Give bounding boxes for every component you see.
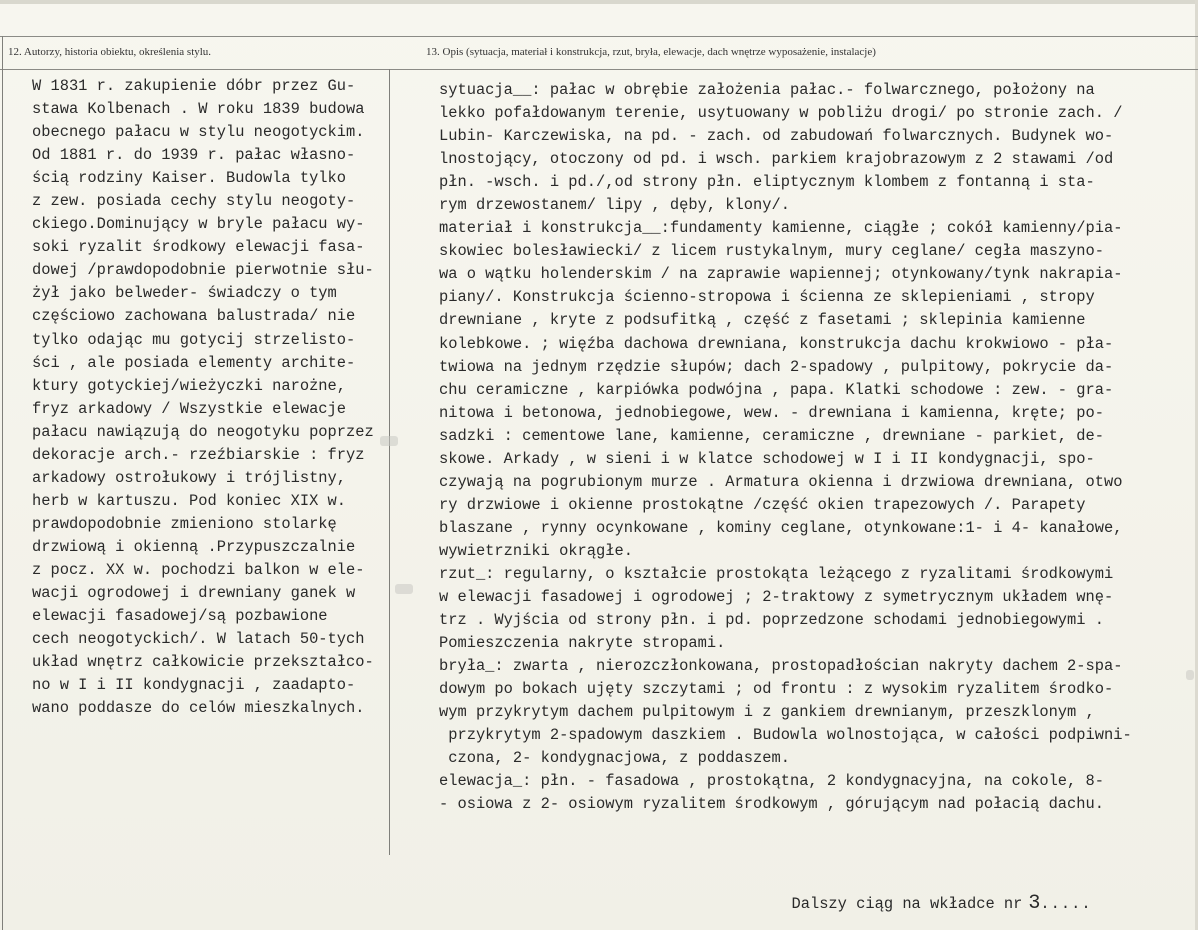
description-text-line: drewniane , kryte z podsufitką , część z fasetami ; sklepinia kamienne xyxy=(439,311,1086,330)
description-text-line: twiowa na jednym rzędzie słupów; dach 2-spadowy , pulpitowy, pokrycie da- xyxy=(439,357,1114,376)
continuation-text: Dalszy ciąg na wkładce nr xyxy=(791,895,1023,913)
history-text-line: fryz arkadowy / Wszystkie elewacje xyxy=(32,399,347,418)
history-text-line: no w I i II kondygnacji , zaadapto- xyxy=(32,676,356,695)
description-text-line: dowym po bokach ujęty szczytami ; od frontu : z wysokim ryzalitem środko- xyxy=(439,680,1114,699)
description-text-line: skowe. Arkady , w sieni i w klatce schodowej w I i II kondygnacji, spo- xyxy=(439,449,1095,468)
header-authors-history: 12. Autorzy, historia obiektu, określenia stylu. xyxy=(8,46,212,58)
description-text-line: Pomieszczenia nakryte stropami. xyxy=(439,634,726,653)
history-text-line: elewacji fasadowej/są pozbawione xyxy=(32,607,328,626)
history-text-line: ckiego.Dominujący w bryle pałacu wy- xyxy=(32,215,365,234)
description-text-line: czona, 2- kondygnacjowa, z poddaszem. xyxy=(439,749,790,768)
left-margin-rule xyxy=(2,36,3,930)
history-text-line: herb w kartuszu. Pod koniec XIX w. xyxy=(32,491,347,510)
history-text-line: Od 1881 r. do 1939 r. pałac własno- xyxy=(32,146,356,165)
history-text-line: tylko odając mu gotycij strzelisto- xyxy=(32,330,356,349)
description-text-line: piany/. Konstrukcja ścienno-stropowa i ścienna ze sklepieniami , stropy xyxy=(439,288,1095,307)
description-text-line: Lubin- Karczewiska, na pd. - zach. od zabudowań folwarcznych. Budynek wo- xyxy=(439,127,1114,146)
history-text-line: obecnego pałacu w stylu neogotyckim. xyxy=(32,123,365,142)
description-text-line: materiał i konstrukcja__:fundamenty kamienne, ciągłe ; cokół kamienny/pia- xyxy=(439,219,1123,238)
history-text xyxy=(32,75,374,720)
description-text-line: rzut_: regularny, o kształcie prostokąta leżącego z ryzalitami środkowymi xyxy=(439,564,1114,583)
history-text-line: prawdopodobnie zmieniono stolarkę xyxy=(32,514,337,533)
sheet-top-edge xyxy=(0,0,1198,4)
description-text-line: chu ceramiczne , karpiówka podwójna , papa. Klatki schodowe : zew. - gra- xyxy=(439,380,1114,399)
history-text-line: soki ryzalit środkowy elewacji fasa- xyxy=(32,238,365,257)
description-text-line: - osiowa z 2- osiowym ryzalitem środkowym , górującym nad połacią dachu. xyxy=(439,795,1104,814)
description-text-line: bryła_: zwarta , nierozczłonkowana, prostopadłościan nakryty dachem 2-spa- xyxy=(439,657,1123,676)
history-text-line: ktury gotyckiej/wieżyczki narożne, xyxy=(32,376,347,395)
ink-smudge xyxy=(1186,670,1194,680)
history-text-line: z pocz. XX w. pochodzi balkon w ele- xyxy=(32,560,365,579)
description-text-line: nitowa i betonowa, jednobiegowe, wew. - drewniana i kamienna, kręte; po- xyxy=(439,403,1104,422)
description-text-line: sadzki : cementowe lane, kamienne, ceramiczne , drewniane - parkiet, de- xyxy=(439,426,1104,445)
description-text-line: lekko pofałdowanym terenie, usytuowany w pobliżu drogi/ po stronie zach. / xyxy=(439,104,1123,123)
description-text-line: rym drzewostanem/ lipy , dęby, klony/. xyxy=(439,196,790,215)
description-text-line: płn. -wsch. i pd./,od strony płn. eliptycznym klombem z fontanną i sta- xyxy=(439,173,1095,192)
history-text-line: cech neogotyckich/. W latach 50-tych xyxy=(32,630,365,649)
description-text-line: sytuacja__: pałac w obrębie założenia pałac.- folwarcznego, położony na xyxy=(439,81,1095,99)
description-text-line: wa o wątku holenderskim / na zaprawie wapiennej; otynkowany/tynk nakrapia- xyxy=(439,265,1123,284)
history-text-line: pałacu nawiązują do neogotyku poprzez xyxy=(32,422,374,441)
description-text-line: lnostojący, otoczony od pd. i wsch. parkiem krajobrazowym z 2 stawami /od xyxy=(439,150,1114,169)
history-text-line: częściowo zachowana balustrada/ nie xyxy=(32,307,356,326)
description-text-line: czywają na pogrubionym murze . Armatura okienna i drzwiowa drewniana, otwo xyxy=(439,472,1123,491)
description-text-line: elewacja_: płn. - fasadowa , prostokątna, 2 kondygnacyjna, na cokole, 8- xyxy=(439,772,1104,791)
header-description: 13. Opis (sytuacja, materiał i konstrukcja, rzut, bryła, elewacje, dach wnętrze wyposażenie, instalacje) xyxy=(426,46,876,58)
description-text-line: blaszane , rynny ocynkowane , kominy ceglane, otynkowane:1- i 4- kanałowe, xyxy=(439,518,1123,537)
description-text-line: ry drzwiowe i okienne prostokątne /część okien trapezowych /. Parapety xyxy=(439,495,1086,514)
top-rule xyxy=(0,36,1198,37)
history-text-line: ści , ale posiada elementy archite- xyxy=(32,353,356,372)
description-text-line: wym przykrytym dachem pulpitowym i z gankiem drewnianym, przeszklonym , xyxy=(439,703,1095,722)
history-text-line: wano poddasze do celów mieszkalnych. xyxy=(32,699,365,718)
history-text-line: drzwiową i okienną .Przypuszczalnie xyxy=(32,537,356,556)
ink-smudge xyxy=(395,584,413,594)
history-text-line: stawa Kolbenach . W roku 1839 budowa xyxy=(32,100,365,119)
history-text-line: żył jako belweder- świadczy o tym xyxy=(32,284,337,303)
ink-smudge xyxy=(380,436,398,446)
history-text-line: dekoracje arch.- rzeźbiarskie : fryz xyxy=(32,445,365,464)
description-text xyxy=(439,79,1132,817)
dotted-fill: ..... xyxy=(1040,895,1092,913)
description-text-line: przykrytym 2-spadowym daszkiem . Budowla wolnostojąca, w całości podpiwni- xyxy=(439,726,1132,745)
history-text-line: dowej /prawdopodobnie pierwotnie słu- xyxy=(32,261,374,280)
insert-number: 3 xyxy=(1028,892,1041,915)
header-rule xyxy=(0,69,1198,70)
history-text-line: układ wnętrz całkowicie przekształco- xyxy=(32,653,374,672)
description-text-line: wywietrzniki okrągłe. xyxy=(439,541,633,560)
description-text-line: w elewacji fasadowej i ogrodowej ; 2-traktowy z symetrycznym układem wnę- xyxy=(439,588,1114,607)
history-text-line: W 1831 r. zakupienie dóbr przez Gu- xyxy=(32,77,356,95)
continuation-note xyxy=(773,874,1092,915)
history-text-line: arkadowy ostrołukowy i trójlistny, xyxy=(32,468,347,487)
description-text-line: trz . Wyjścia od strony płn. i pd. poprzedzone schodami jednobiegowymi . xyxy=(439,611,1104,630)
description-text-line: skowiec bolesławiecki/ z licem rustykalnym, mury ceglane/ cegła maszyno- xyxy=(439,242,1104,261)
history-text-line: wacji ogrodowej i drewniany ganek w xyxy=(32,584,356,603)
history-text-line: z zew. posiada cechy stylu neogoty- xyxy=(32,192,356,211)
column-divider xyxy=(389,69,390,855)
description-text-line: kolebkowe. ; więźba dachowa drewniana, konstrukcja dachu krokwiowo - pła- xyxy=(439,334,1114,353)
history-text-line: ścią rodziny Kaiser. Budowla tylko xyxy=(32,169,347,188)
